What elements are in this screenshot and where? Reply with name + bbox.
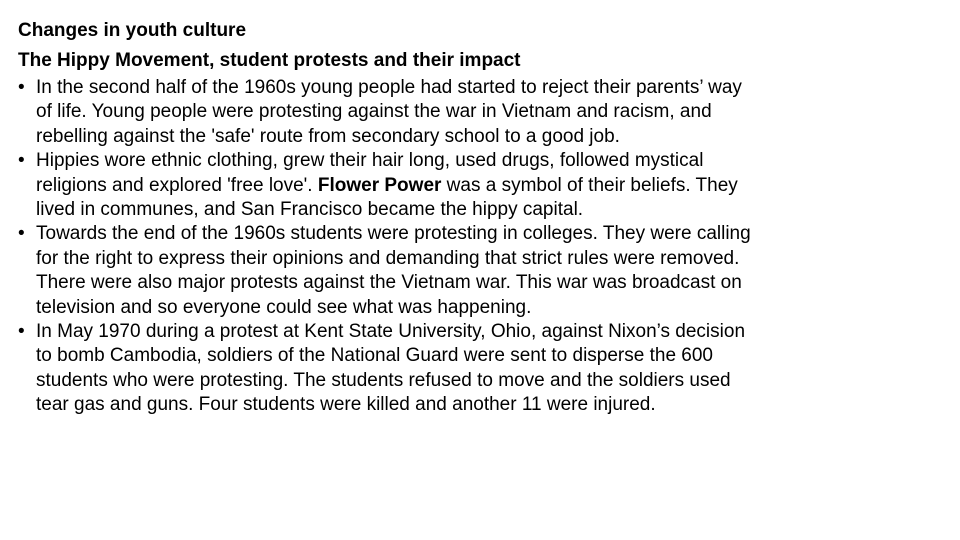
bullet-line bbox=[36, 174, 942, 198]
bullet-line: There were also major protests against the Vietnam war. This war was broadcast on bbox=[36, 272, 742, 294]
bullet-line: television and so everyone could see what was happening. bbox=[36, 296, 532, 318]
bullet-item bbox=[18, 149, 942, 222]
bullet-line: In the second half of the 1960s young people had started to reject their parents’ way bbox=[36, 77, 742, 98]
slide-subtitle: The Hippy Movement, student protests and their impact bbox=[18, 50, 521, 71]
bullet-line: for the right to express their opinions and demanding that strict rules were removed. bbox=[36, 247, 740, 269]
bullet-item bbox=[18, 320, 942, 418]
bullet-mark: • bbox=[18, 150, 25, 172]
bullet-text: religions and explored 'free love'. bbox=[36, 174, 318, 196]
bullet-line: Towards the end of the 1960s students were protesting in colleges. They were calling bbox=[36, 223, 751, 245]
bullet-list bbox=[18, 76, 942, 418]
bullet-line: lived in communes, and San Francisco became the hippy capital. bbox=[36, 199, 584, 221]
bullet-line: to bomb Cambodia, soldiers of the National Guard were sent to disperse the 600 bbox=[36, 345, 713, 367]
bullet-text: was a symbol of their beliefs. They bbox=[441, 174, 738, 196]
bullet-line: tear gas and guns. Four students were killed and another 11 were injured. bbox=[36, 394, 656, 416]
slide-content bbox=[18, 16, 942, 524]
bullet-item bbox=[18, 76, 942, 149]
bullet-mark: • bbox=[18, 223, 25, 245]
bullet-line: Hippies wore ethnic clothing, grew their hair long, used drugs, followed mystical bbox=[36, 150, 704, 172]
bullet-line: students who were protesting. The students refused to move and the soldiers used bbox=[36, 369, 731, 391]
bullet-line: rebelling against the 'safe' route from secondary school to a good job. bbox=[36, 125, 620, 147]
bullet-line: In May 1970 during a protest at Kent State University, Ohio, against Nixon’s decision bbox=[36, 321, 746, 343]
bullet-bold-text: Flower Power bbox=[317, 174, 442, 196]
bullet-item bbox=[18, 222, 942, 320]
slide-title: Changes in youth culture bbox=[18, 20, 247, 41]
bullet-mark: • bbox=[18, 77, 25, 98]
bullet-mark: • bbox=[18, 321, 25, 343]
bullet-line: of life. Young people were protesting against the war in Vietnam and racism, and bbox=[36, 101, 712, 123]
